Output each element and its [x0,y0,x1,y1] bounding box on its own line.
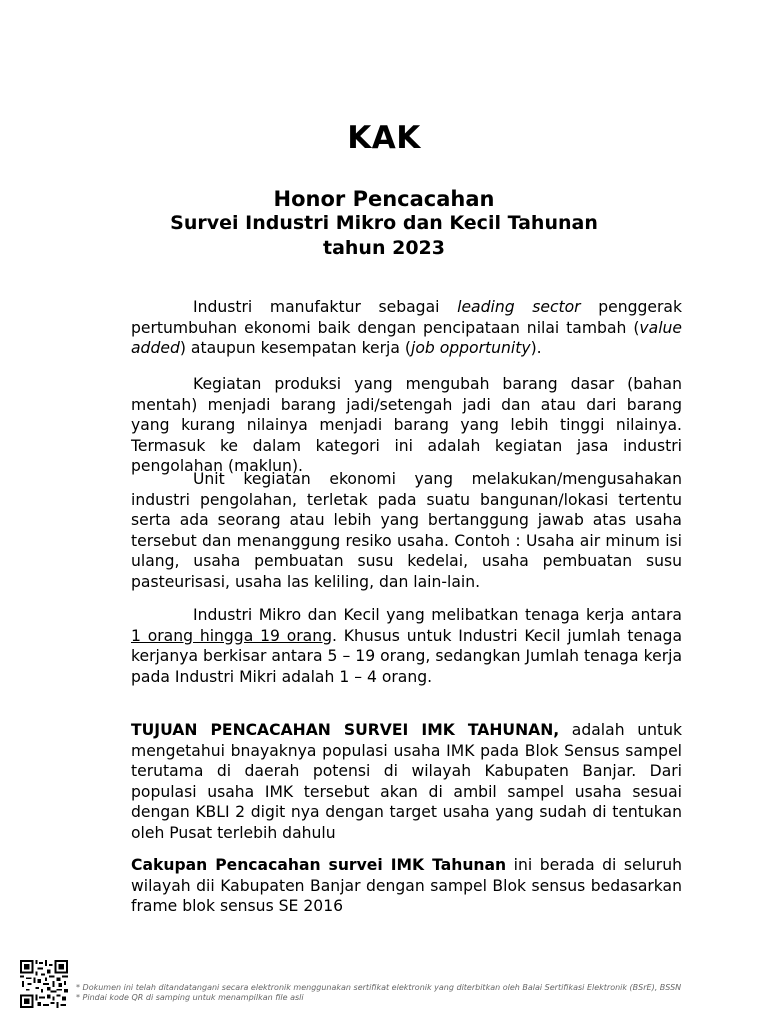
p1-italic-leading-sector: leading sector [457,298,581,316]
paragraph-cakupan [131,855,682,917]
signature-footer [76,983,756,1003]
paragraph-industri-manufaktur [131,297,682,359]
p6-text: ini berada di seluruh wilayah dii Kabupaten Banjar dengan sampel Blok sensus bedasarkan frame blok sensus SE 2016 [131,856,682,915]
paragraph-industri-mikro-kecil [131,605,682,687]
paragraph-kegiatan-produksi [131,374,682,477]
p1-text-2: penggerak pertumbuhan ekonomi baik dengan pencipataan nilai tambah ( [131,298,682,337]
paragraph-tujuan [131,720,682,843]
p4-text: Industri Mikro dan Kecil yang melibatkan tenaga kerja antara [193,606,682,624]
p1-text-4: ). [530,339,542,357]
document-title: KAK [347,120,421,156]
document-heading: Honor Pencacahan [273,187,495,211]
p1-text-3: ) ataupun kesempatan kerja ( [179,339,411,357]
p2-text: Kegiatan produksi yang mengubah barang dasar (bahan mentah) menjadi barang jadi/setengah jadi dan atau dari barang yang kurang nilainya menjadi barang yang lebih tinggi nilainya. Termasuk ke dalam kategori ini adalah kegiatan jasa industri pengolahan (maklun). [131,375,682,475]
qr-code-icon[interactable] [20,960,68,1008]
p1-text: Industri manufaktur sebagai [193,298,458,316]
document-subheading-survey: Survei Industri Mikro dan Kecil Tahunan [170,212,598,234]
document-subheading-year: tahun 2023 [323,237,445,259]
p4-text-2: . Khusus untuk Industri Kecil jumlah tenaga kerjanya berkisar antara 5 – 19 orang, sedangkan Jumlah tenaga kerja pada Industri Mikri adalah 1 – 4 orang. [131,626,683,686]
p4-underlined-range: 1 orang hingga 19 orang [131,626,333,645]
paragraph-unit-kegiatan [131,469,682,592]
p1-italic-job-opportunity: job opportunity [410,339,531,357]
p5-bold-heading: TUJUAN PENCACAHAN SURVEI IMK TAHUNAN, [131,721,560,739]
p3-text: Unit kegiatan ekonomi yang melakukan/mengusahakan industri pengolahan, terletak pada suatu bangunan/lokasi tertentu serta ada seorang atau lebih yang bertanggung jawab atas usaha tersebut dan menanggung resiko usaha. Contoh : Usaha air minum isi ulang, usaha pembuatan susu kedelai, usaha pembuatan susu pasteurisasi, usaha las keliling, dan lain-lain. [131,470,682,591]
footer-qr-note: * Pindai kode QR di samping untuk menampilkan file asli [76,993,304,1002]
p5-text: adalah untuk mengetahui bnayaknya populasi usaha IMK pada Blok Sensus sampel terutama di daerah potensi di wilayah Kabupaten Banjar. Dari populasi usaha IMK tersebut akan di ambil sampel usaha sesuai dengan KBLI 2 digit nya dengan target usaha yang sudah di tentukan oleh Pusat terlebih dahulu [131,721,682,842]
footer-esign-note: * Dokumen ini telah ditandatangani secara elektronik menggunakan sertifikat elektronik yang diterbitkan oleh Balai Sertifikasi Elektronik (BSrE), BSSN [76,983,682,992]
p1-italic-value-added: value added [131,318,682,357]
p6-bold-heading: Cakupan Pencacahan survei IMK Tahunan [131,856,507,874]
